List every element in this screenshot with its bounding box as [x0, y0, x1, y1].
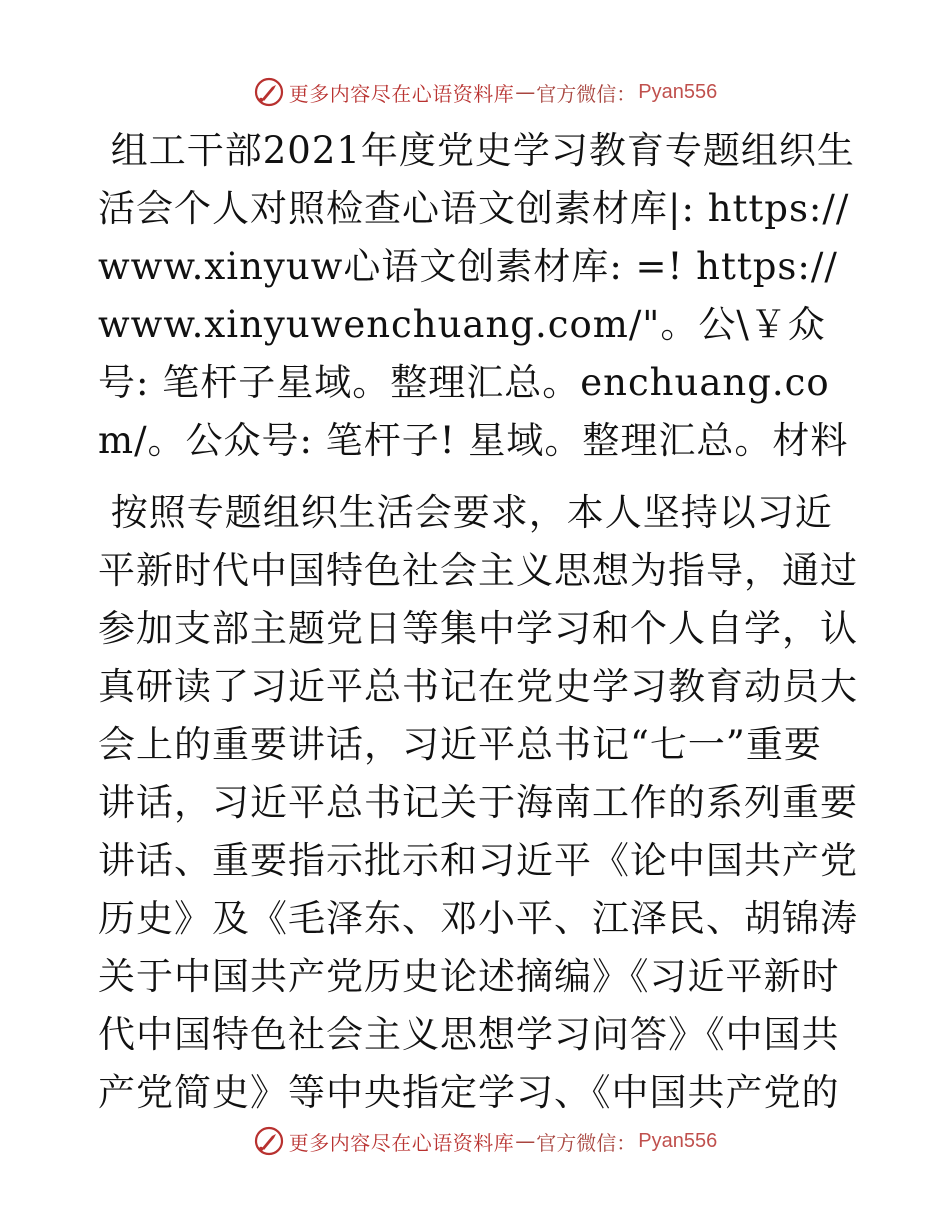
document-body: [98, 122, 863, 1122]
banner-separator: —: [515, 1129, 536, 1153]
banner-separator: —: [515, 80, 536, 104]
pen-nib-logo-icon: [253, 76, 285, 108]
banner-site-text: 更多内容尽在心语资料库: [288, 81, 515, 106]
banner-wechat-label: 官方微信：: [536, 1130, 637, 1155]
pen-nib-logo-icon: [253, 1125, 285, 1157]
title-paragraph: 组工干部2021年度党史学习教育专题组织生活会个人对照检查心语文创素材库|: https:// www.xinyuw心语文创素材库: =! https:// www.xinyuwenchuang.com/"。公\￥众号: 笔杆子星域。整理汇总。enchuang.com/。公众号: 笔杆子! 星域。整理汇总。材料: [98, 129, 863, 462]
banner-wechat-label: 官方微信：: [536, 81, 637, 106]
banner-wechat-id: Pyan556: [638, 1129, 718, 1152]
body-paragraph: 按照专题组织生活会要求，本人坚持以习近平新时代中国特色社会主义思想为指导，通过参加支部主题党日等集中学习和个人自学，认真研读了习近平总书记在党史学习教育动员大会上的重要讲话，习近平总书记“七一”重要讲话，习近平总书记关于海南工作的系列重要讲话、重要指示批示和习近平《论中国共产党历史》及《毛泽东、邓小平、江泽民、胡锦涛关于中国共产党历史论述摘编》《习近平新时代中国特色社会主义思想学习问答》《中国共产党简史》等中央指定学习、《中国共产党的: [98, 491, 858, 1114]
header-banner: [0, 72, 950, 112]
footer-banner: [0, 1121, 950, 1161]
banner-site-text: 更多内容尽在心语资料库: [288, 1130, 515, 1155]
banner-wechat-id: Pyan556: [638, 80, 718, 103]
